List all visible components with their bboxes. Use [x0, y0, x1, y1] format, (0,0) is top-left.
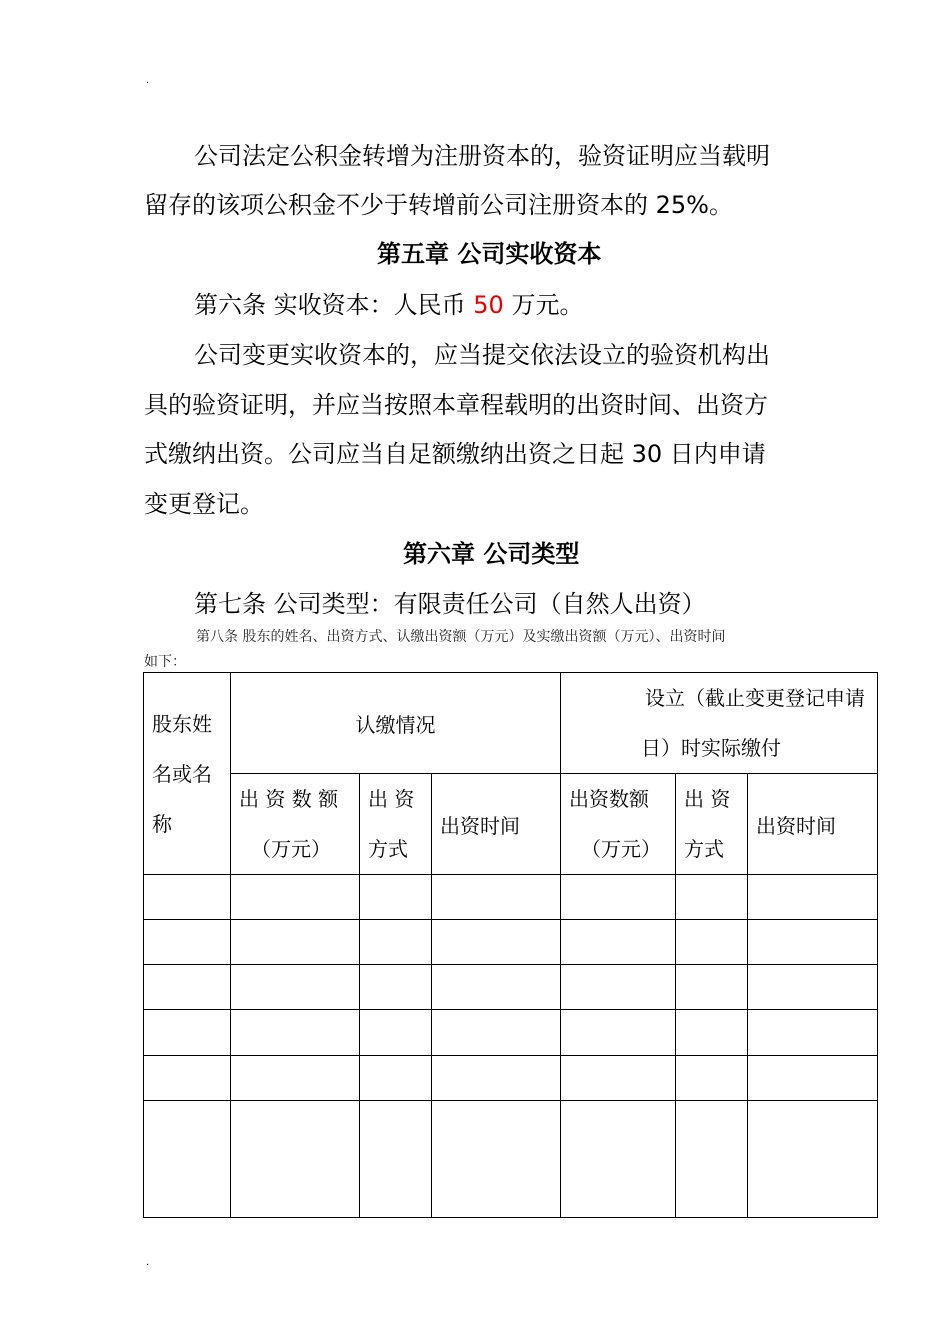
paragraph-line: 变更登记。 [144, 490, 264, 518]
table-row [144, 1010, 878, 1056]
shareholder-name-header: 股东姓 名或名 称 [144, 673, 231, 875]
actual-amount-header: 出资数额 （万元） [561, 774, 676, 875]
table-row [144, 965, 878, 1010]
subscribed-amount-header: 出 资 数 额 （万元） [231, 774, 360, 875]
table-row [144, 875, 878, 920]
page-mark-top: . [146, 75, 150, 86]
capital-amount: 50 [473, 291, 504, 319]
article-8-line: 第八条 股东的姓名、出资方式、认缴出资额（万元）及实缴出资额（万元）、出资时间 [196, 629, 726, 645]
table-row [144, 1101, 878, 1218]
page-mark-bottom: . [146, 1257, 150, 1268]
actual-paid-header: 设立（截止变更登记申请 日）时实际缴付 [561, 673, 878, 774]
paragraph-line: 留存的该项公积金不少于转增前公司注册资本的 25%。 [144, 191, 733, 219]
paragraph-line: 公司法定公积金转增为注册资本的，验资证明应当载明 [194, 142, 770, 170]
article-6-prefix: 第六条 实收资本：人民币 [194, 291, 474, 319]
actual-method-header: 出 资 方式 [676, 774, 748, 875]
paragraph-line: 公司变更实收资本的，应当提交依法设立的验资机构出 [194, 341, 770, 369]
paragraph-line: 具的验资证明，并应当按照本章程载明的出资时间、出资方 [144, 391, 768, 419]
article-8-line: 如下： [144, 654, 186, 670]
article-6 [194, 285, 874, 320]
table-row [144, 1056, 878, 1101]
chapter-5-heading: 第五章 公司实收资本 [377, 240, 602, 268]
article-6-suffix: 万元。 [503, 291, 584, 319]
article-7: 第七条 公司类型：有限责任公司（自然人出资） [194, 590, 706, 618]
subscribed-method-header: 出 资 方式 [360, 774, 432, 875]
paragraph-line: 式缴纳出资。公司应当自足额缴纳出资之日起 30 日内申请 [144, 440, 766, 468]
shareholder-table [143, 672, 878, 1218]
table-row [144, 920, 878, 965]
chapter-6-heading: 第六章 公司类型 [403, 540, 580, 568]
subscribed-header: 认缴情况 [231, 673, 561, 774]
actual-time-header: 出资时间 [748, 774, 878, 875]
subscribed-time-header: 出资时间 [432, 774, 561, 875]
